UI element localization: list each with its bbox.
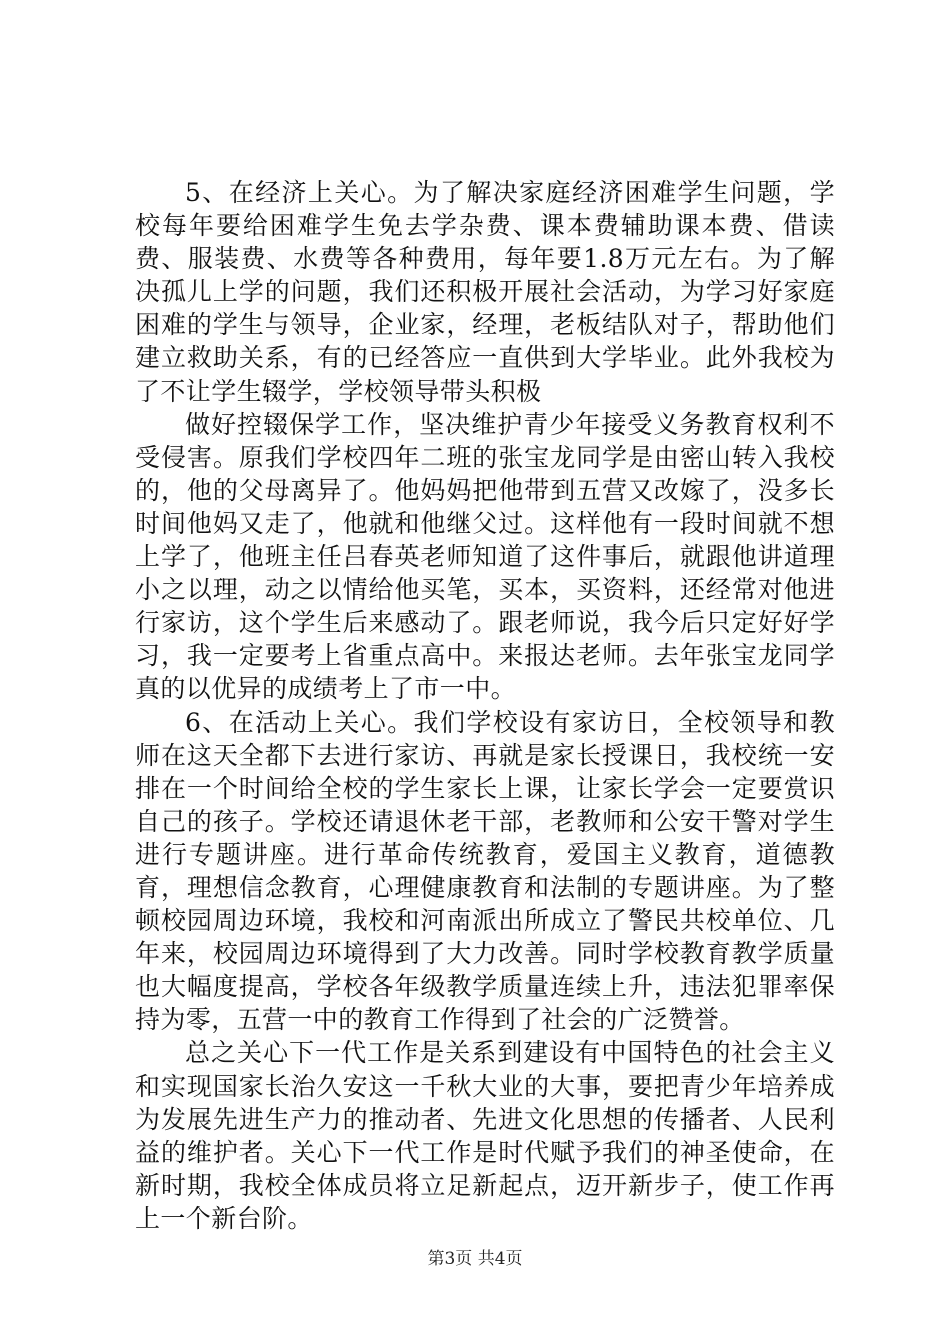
paragraph-conclusion: 总之关心下一代工作是关系到建设有中国特色的社会主义和实现国家长治久安这一千秋大业的大事，要把青少年培养成为发展先进生产力的推动者、先进文化思想的传播者、人民利益的维护者。关心下一代工作是时代赋予我们的神圣使命，在新时期，我校全体成员将立足新起点，迈开新步子，使工作再上一个新台阶。	[135, 1038, 835, 1233]
document-body	[135, 176, 835, 1235]
paragraph-dropout-prevention: 做好控辍保学工作，坚决维护青少年接受义务教育权利不受侵害。原我们学校四年二班的张宝龙同学是由密山转入我校的，他的父母离异了。他妈妈把他带到五营又改嫁了，没多长时间他妈又走了，他就和他继父过。这样他有一段时间就不想上学了，他班主任吕春英老师知道了这件事后，就跟他讲道理小之以理，动之以情给他买笔，买本，买资料，还经常对他进行家访，这个学生后来感动了。跟老师说，我今后只定好好学习，我一定要考上省重点高中。来报达老师。去年张宝龙同学真的以优异的成绩考上了市一中。	[135, 409, 835, 704]
page-number-footer: 第3页 共4页	[427, 1249, 523, 1269]
paragraph-economic-care: 5、在经济上关心。为了解决家庭经济困难学生问题，学校每年要给困难学生免去学杂费、课本费辅助课本费、借读费、服装费、水费等各种费用，每年要1.8万元左右。为了解决孤儿上学的问题，我们还积极开展社会活动，为学习好家庭困难的学生与领导，企业家，经理，老板结队对子，帮助他们建立救助关系，有的已经答应一直供到大学毕业。此外我校为了不让学生辍学，学校领导带头积极	[135, 178, 835, 406]
paragraph-activity-care: 6、在活动上关心。我们学校设有家访日，全校领导和教师在这天全都下去进行家访、再就是家长授课日，我校统一安排在一个时间给全校的学生家长上课，让家长学会一定要赏识自己的孩子。学校还请退休老干部，老教师和公安干警对学生进行专题讲座。进行革命传统教育，爱国主义教育，道德教育，理想信念教育，心理健康教育和法制的专题讲座。为了整顿校园周边环境，我校和河南派出所成立了警民共校单位、几年来，校园周边环境得到了大力改善。同时学校教育教学质量也大幅度提高，学校各年级教学质量连续上升，违法犯罪率保持为零，五营一中的教育工作得到了社会的广泛赞誉。	[135, 707, 835, 1035]
